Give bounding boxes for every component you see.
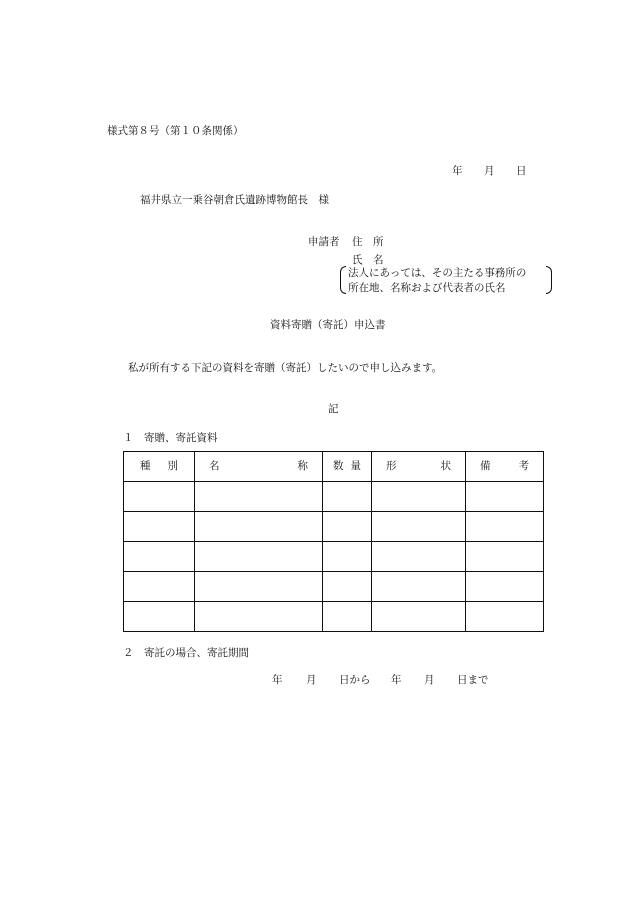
ki-heading: 記	[328, 403, 339, 415]
applicant-label: 申請者	[308, 236, 340, 248]
right-bracket	[546, 266, 552, 294]
date-year-label: 年	[452, 165, 463, 177]
corporation-note-line1: 法人にあっては、その主たる事務所の	[348, 267, 527, 279]
period-to-month: 月	[424, 674, 435, 686]
left-bracket	[340, 266, 346, 294]
date-day-label: 日	[516, 165, 527, 177]
period-from-year: 年	[272, 674, 283, 686]
header-category: 種 別	[124, 452, 195, 482]
table-row	[124, 512, 544, 542]
table-row	[124, 542, 544, 572]
period-from-month: 月	[306, 674, 317, 686]
period-to-day: 日まで	[457, 674, 489, 686]
addressee: 福井県立一乗谷朝倉氏遺跡博物館長 様	[140, 194, 329, 206]
corporation-note-line2: 所在地、名称および代表者の氏名	[348, 282, 506, 294]
document-title: 資料寄贈（寄託）申込書	[270, 319, 386, 331]
address-label: 住 所	[352, 236, 384, 248]
corporation-note	[340, 266, 552, 296]
table-row	[124, 482, 544, 512]
table-header-row	[124, 452, 544, 482]
form-number: 様式第８号（第１０条関係）	[107, 125, 244, 137]
materials-table	[123, 451, 544, 632]
table-row	[124, 602, 544, 632]
period-to-year: 年	[391, 674, 402, 686]
name-label: 氏 名	[352, 254, 384, 266]
section2-title: ２ 寄託の場合、寄託期間	[123, 647, 249, 659]
date-month-label: 月	[484, 165, 495, 177]
header-name: 名 称	[195, 452, 323, 482]
section1-title: １ 寄贈、寄託資料	[123, 432, 218, 444]
period-from-day: 日から	[339, 674, 371, 686]
table-row	[124, 572, 544, 602]
body-text: 私が所有する下記の資料を寄贈（寄託）したいので申し込みます。	[128, 362, 443, 374]
header-shape: 形 状	[372, 452, 466, 482]
header-remarks: 備 考	[466, 452, 544, 482]
header-quantity: 数 量	[323, 452, 372, 482]
